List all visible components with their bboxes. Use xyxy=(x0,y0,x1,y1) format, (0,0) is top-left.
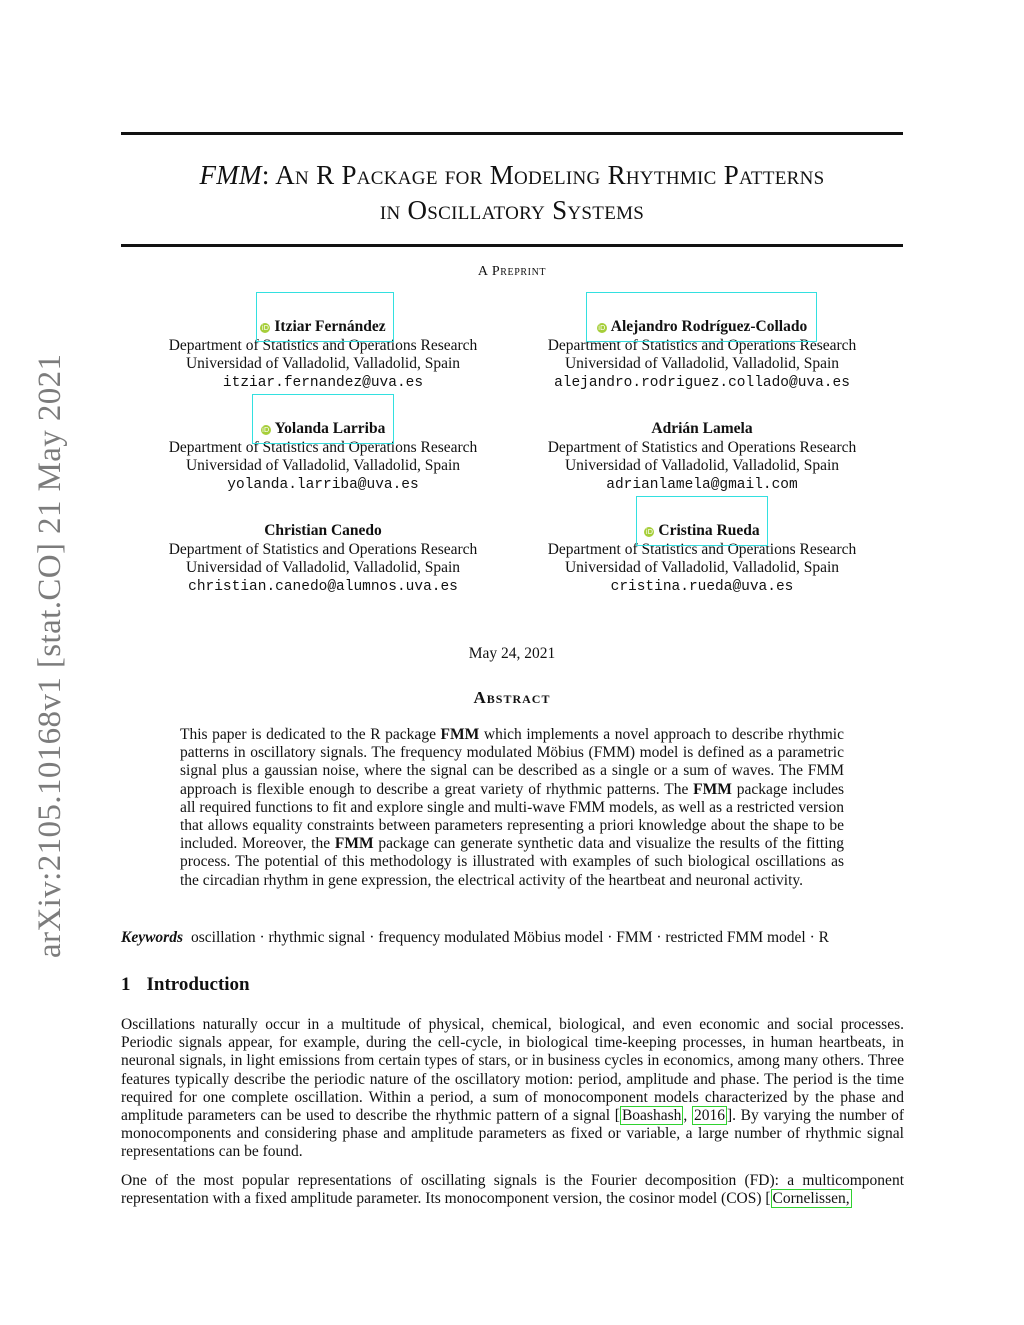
abstract-heading: Abstract xyxy=(473,688,551,707)
author-department: Department of Statistics and Operations Research xyxy=(547,540,857,558)
orcid-link-box[interactable] xyxy=(636,496,768,546)
orcid-link-box[interactable] xyxy=(586,292,817,342)
author-affiliation: Universidad of Valladolid, Valladolid, Spain xyxy=(564,457,840,474)
section-number: 1 xyxy=(121,974,131,995)
author-department: Department of Statistics and Operations Research xyxy=(168,438,478,456)
author-name: Yolanda Larriba xyxy=(274,420,386,437)
author-name: Christian Canedo xyxy=(264,522,382,539)
keywords-label: Keywords xyxy=(121,929,183,946)
author-department: Department of Statistics and Operations Research xyxy=(547,336,857,354)
section-heading xyxy=(121,974,250,996)
author-affiliation: Universidad of Valladolid, Valladolid, Spain xyxy=(185,457,461,474)
author-email: adrianlamela@gmail.com xyxy=(606,476,798,493)
author-affiliation: Universidad of Valladolid, Valladolid, Spain xyxy=(185,559,461,576)
author-block xyxy=(133,522,513,596)
paragraph-text: ]. By varying the number of monocomponents and considering phase and amplitude parameters as fixed or variable, a large number of rhythmic signal representations can be found. xyxy=(121,1107,905,1161)
author-department: Department of Statistics and Operations Research xyxy=(168,540,478,558)
keywords-list: oscillation · rhythmic signal · frequency modulated Möbius model · FMM · restricted FMM model · R xyxy=(191,929,829,946)
author-name: Cristina Rueda xyxy=(658,522,760,539)
orcid-link-box[interactable] xyxy=(256,292,394,342)
publication-date: May 24, 2021 xyxy=(468,645,556,662)
paragraph-text: Oscillations naturally occur in a multitude of physical, chemical, biological, and even economic and social processes. Periodic signals appear, for example, during the cell-cycle, in biological time-keeping processes, in human heartbeats, in neuronal signals, in light emissions from certain types of stars, or in business cycles in economics, among many others. Three features typically describe the periodic nature of the oscillatory motion: period, amplitude and phase. The period is the time required for one complete oscillation. Within a period, a sum of monocomponent models characterized by the phase and amplitude parameters can be used to describe the rhythmic pattern of a signal [ xyxy=(121,1016,904,1125)
title-bottom-rule xyxy=(121,244,903,247)
author-affiliation: Universidad of Valladolid, Valladolid, Spain xyxy=(564,559,840,576)
orcid-icon[interactable]: iD xyxy=(645,528,654,536)
package-name: FMM xyxy=(334,835,374,853)
section-title: Introduction xyxy=(146,974,250,995)
title-prefix: FMM xyxy=(199,160,262,190)
title-line-2: in Oscillatory Systems xyxy=(379,195,645,225)
author-name: Itziar Fernández xyxy=(274,318,386,335)
intro-paragraph-1: Oscillations naturally occur in a multitude of physical, chemical, biological, and even economic and social processes. Periodic signals appear, for example, during the cell-cycle, in biological time-keeping processes, in human heartbeats, in neuronal signals, in light emissions from certain types of stars, or in business cycles in economics, among many others. Three features typically describe the periodic nature of the oscillatory motion: period, amplitude and phase. The period is the time required for one complete oscillation. Within a period, a sum of monocomponent models characterized by the phase and amplitude parameters can be used to describe the rhythmic pattern of a signal [ Boashash , 2016 ]. By varying the number of monocomponents and considering phase and amplitude parameters as fixed or variable, a large number of rhythmic signal representations can be found. xyxy=(121,1016,905,1161)
author-affiliation: Universidad of Valladolid, Valladolid, Spain xyxy=(185,355,461,372)
citation-link[interactable]: 2016 xyxy=(693,1107,725,1125)
abstract-segment: package includes all required functions to fit and explore single and multi-wave FMM models, as well as a restricted version that allows equality constraints between parameters representing a priori knowledge about the shape to be included. Moreover, the xyxy=(180,780,844,853)
keywords-line xyxy=(121,929,903,947)
author-name: Alejandro Rodríguez-Collado xyxy=(610,318,808,335)
preprint-label: A Preprint xyxy=(477,264,547,279)
author-email: christian.canedo@alumnos.uva.es xyxy=(188,578,458,595)
title-line-1: : An R Package for Modeling Rhythmic Patterns xyxy=(261,160,825,190)
abstract-segment: package can generate synthetic data and visualize the results of the fitting process. The potential of this methodology is illustrated with examples of such biological oscillations as the circadian rhythm in gene expression, the electrical activity of the heartbeat and neuronal activity. xyxy=(180,835,844,889)
intro-paragraph-2 xyxy=(121,1172,904,1208)
orcid-link-box[interactable] xyxy=(252,394,394,444)
arxiv-identifier: arXiv:2105.10168v1 [stat.CO] 21 May 2021 xyxy=(32,353,68,958)
author-email: alejandro.rodriguez.collado@uva.es xyxy=(554,374,850,391)
author-department: Department of Statistics and Operations Research xyxy=(168,336,478,354)
abstract-text xyxy=(180,726,844,890)
title-top-rule xyxy=(121,132,903,135)
abstract-segment: This paper is dedicated to the R package xyxy=(180,726,441,743)
orcid-icon[interactable]: iD xyxy=(261,324,270,332)
author-name: Adrián Lamela xyxy=(651,420,753,437)
author-email: yolanda.larriba@uva.es xyxy=(227,476,419,493)
author-email: itziar.fernandez@uva.es xyxy=(222,374,424,391)
package-name: FMM xyxy=(440,726,480,743)
abstract-segment: which implements a novel approach to describe rhythmic patterns in oscillatory signals. The frequency modulated Möbius (FMM) model is defined as a parametric signal plus a gaussian noise, where the signal can be described as a single or a sum of waves. The FMM approach is flexible enough to describe a great variety of rhythmic patterns. The xyxy=(180,726,844,798)
author-department: Department of Statistics and Operations Research xyxy=(547,438,857,456)
paper-title xyxy=(121,158,903,228)
author-affiliation: Universidad of Valladolid, Valladolid, Spain xyxy=(564,355,840,372)
author-block xyxy=(512,420,892,494)
citation-link[interactable]: Boashash xyxy=(621,1107,682,1125)
citation-link[interactable]: Cornelissen, xyxy=(772,1190,850,1208)
orcid-icon[interactable]: iD xyxy=(261,426,270,434)
package-name: FMM xyxy=(693,780,732,798)
paragraph-text: One of the most popular representations of oscillating signals is the Fourier decomposition (FD): a multicomponent representation with a fixed amplitude parameter. Its monocomponent version, the cosinor model (COS) [ xyxy=(121,1172,904,1208)
author-email: cristina.rueda@uva.es xyxy=(610,578,794,595)
orcid-icon[interactable]: iD xyxy=(598,324,606,332)
